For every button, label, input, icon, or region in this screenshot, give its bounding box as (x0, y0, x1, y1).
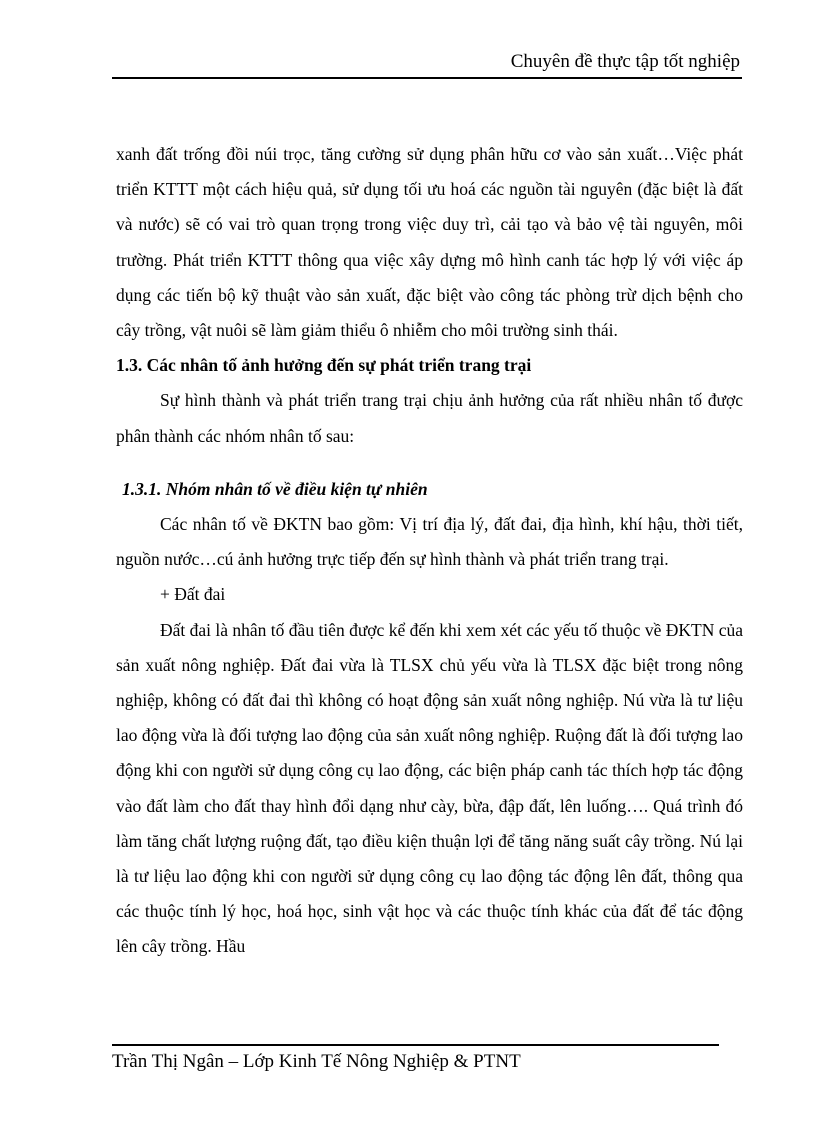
header-title: Chuyên đề thực tập tốt nghiệp (510, 51, 740, 72)
paragraph-factors: Các nhân tố về ĐKTN bao gồm: Vị trí địa lý, đất đai, địa hình, khí hậu, thời tiết, nguồn nước…cú ảnh hưởng trực tiếp đến sự hình thành và phát triển trang trại. (116, 514, 743, 570)
page-header (112, 50, 742, 79)
footer-text: Trần Thị Ngân – Lớp Kinh Tế Nông Nghiệp & PTNT (112, 1051, 521, 1072)
page-content (116, 137, 743, 965)
page-footer (112, 1044, 719, 1072)
paragraph-intro: xanh đất trống đồi núi trọc, tăng cường sử dụng phân hữu cơ vào sản xuất…Việc phát triển KTTT một cách hiệu quả, sử dụng tối ưu hoá các nguồn tài nguyên (đặc biệt là đất và nước) sẽ có vai trò quan trọng trong việc duy trì, cải tạo và bảo vệ tài nguyên, môi trường. Phát triển KTTT thông qua việc xây dựng mô hình canh tác hợp lý với việc áp dụng các tiến bộ kỹ thuật vào sản xuất, đặc biệt vào công tác phòng trừ dịch bệnh cho cây trồng, vật nuôi sẽ làm giảm thiểu ô nhiễm cho môi trường sinh thái. (116, 144, 743, 341)
section-heading: 1.3. Các nhân tố ảnh hưởng đến sự phát triển trang trại (116, 355, 532, 376)
list-item-land: + Đất đai (160, 584, 226, 605)
paragraph-section: Sự hình thành và phát triển trang trại chịu ảnh hưởng của rất nhiều nhân tố được phân thành các nhóm nhân tố sau: (116, 390, 743, 446)
subsection-heading: 1.3.1. Nhóm nhân tố về điều kiện tự nhiên (122, 478, 428, 499)
spacer (116, 454, 743, 472)
paragraph-land: Đất đai là nhân tố đầu tiên được kể đến khi xem xét các yếu tố thuộc về ĐKTN của sản xuất nông nghiệp. Đất đai vừa là TLSX chủ yếu vừa là TLSX đặc biệt trong nông nghiệp, không có đất đai thì không có hoạt động sản xuất nông nghiệp. Nú vừa là tư liệu lao động vừa là đối tượng lao động của sản xuất nông nghiệp. Ruộng đất là đối tượng lao động khi con người sử dụng công cụ lao động, các biện pháp canh tác thích hợp tác động vào đất làm cho đất thay hình đổi dạng như cày, bừa, đập đất, lên luống…. Quá trình đó làm tăng chất lượng ruộng đất, tạo điều kiện thuận lợi để tăng năng suất cây trồng. Nú lại là tư liệu lao động khi con người sử dụng công cụ lao động tác động lên đất, thông qua các thuộc tính lý học, hoá học, sinh vật học và các thuộc tính khác của đất để tác động lên cây trồng. Hầu (116, 619, 743, 957)
